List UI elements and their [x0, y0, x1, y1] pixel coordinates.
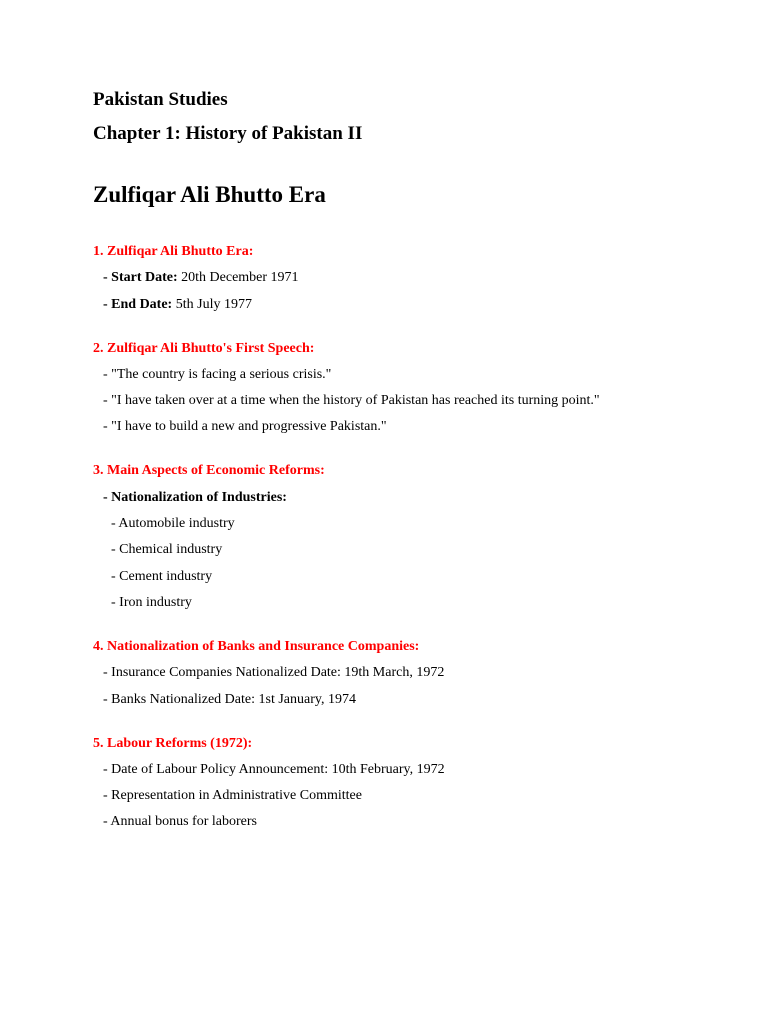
quote-item: - "I have taken over at a time when the history of Pakistan has reached its turning point.": [103, 393, 600, 409]
subheading: - Nationalization of Industries:: [103, 489, 287, 505]
page-title: Zulfiqar Ali Bhutto Era: [93, 182, 326, 207]
list-item: - Automobile industry: [111, 516, 235, 532]
list-item: - Annual bonus for laborers: [103, 814, 257, 830]
list-item: - Chemical industry: [111, 542, 223, 558]
section-labour-reforms: [93, 735, 733, 832]
section-heading: 3. Main Aspects of Economic Reforms:: [93, 463, 325, 479]
subject-heading: Pakistan Studies: [93, 89, 228, 110]
end-date-value: 5th July 1977: [172, 296, 252, 312]
section-bank-nationalization: [93, 638, 733, 709]
start-date-value: 20th December 1971: [177, 270, 299, 286]
end-date-label: - End Date:: [103, 296, 173, 312]
quote-item: - "I have to build a new and progressive Pakistan.": [103, 419, 387, 435]
quote-item: - "The country is facing a serious crisis.": [103, 366, 332, 382]
start-date-label: - Start Date:: [103, 270, 178, 286]
list-item: - Iron industry: [111, 594, 192, 610]
list-item: - Insurance Companies Nationalized Date: 19th March, 1972: [103, 665, 445, 681]
chapter-heading: Chapter 1: History of Pakistan II: [93, 123, 363, 144]
section-heading: 5. Labour Reforms (1972):: [93, 735, 253, 751]
section-first-speech: [93, 340, 733, 437]
start-date-line: [93, 269, 733, 287]
section-heading: 4. Nationalization of Banks and Insurance Companies:: [93, 638, 420, 654]
sections: [93, 243, 733, 857]
list-item: - Date of Labour Policy Announcement: 10th February, 1972: [103, 761, 445, 777]
list-item: - Cement industry: [111, 568, 213, 584]
section-heading: 2. Zulfiqar Ali Bhutto's First Speech:: [93, 340, 315, 356]
section-heading: 1. Zulfiqar Ali Bhutto Era:: [93, 244, 254, 259]
list-item: - Banks Nationalized Date: 1st January, 1974: [103, 691, 356, 707]
section-economic-reforms: [93, 462, 733, 611]
section-era-dates: [93, 243, 733, 314]
end-date-line: [93, 296, 733, 314]
list-item: - Representation in Administrative Committee: [103, 788, 362, 804]
